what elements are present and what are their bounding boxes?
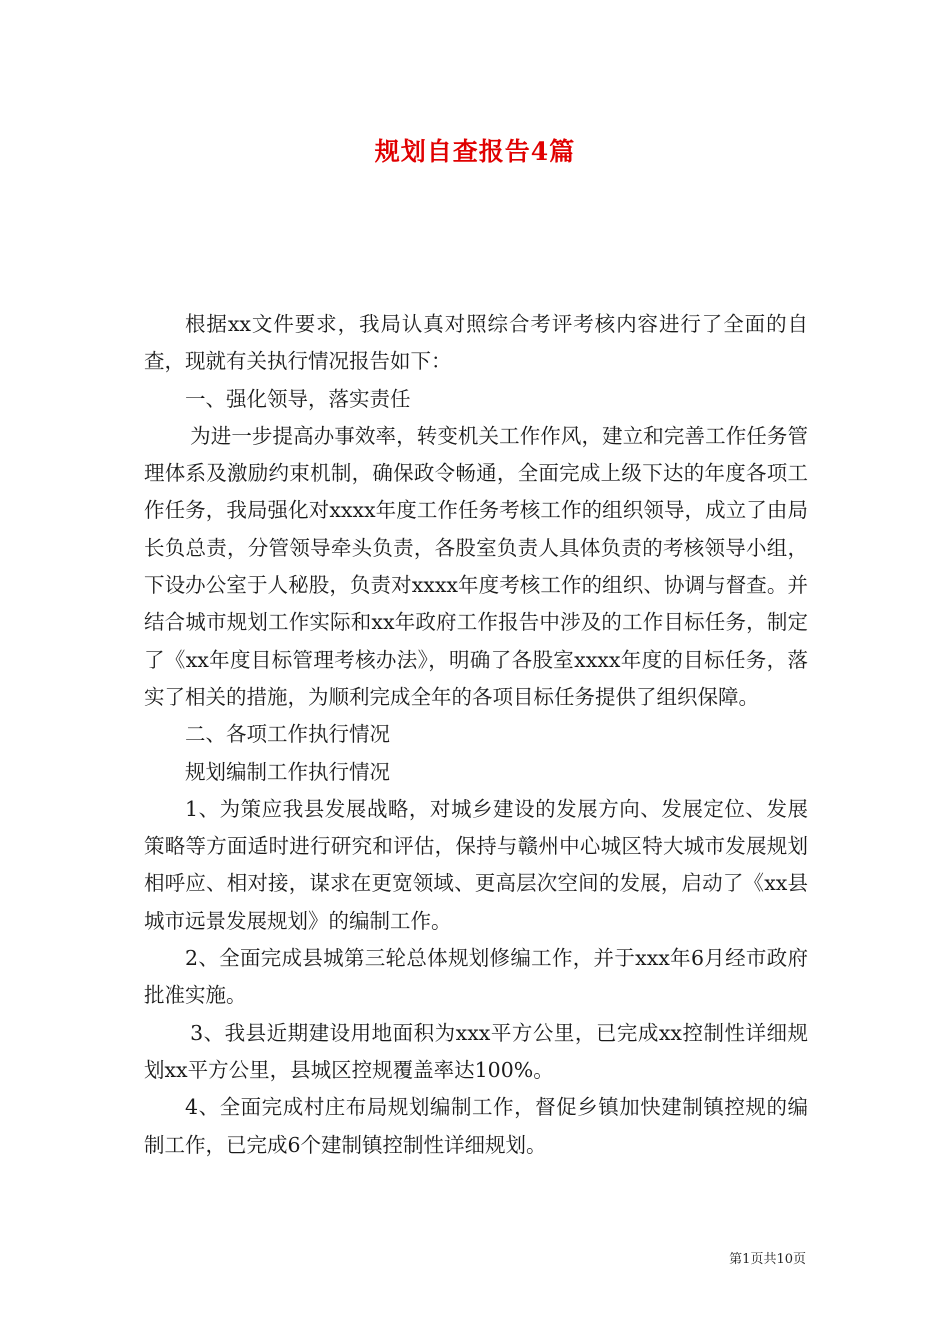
section-heading-1: 一、强化领导，落实责任 (185, 386, 411, 411)
list-item-1: 1、为策应我县发展战略，对城乡建设的发展方向、发展定位、发展策略等方面适时进行研究和评估，保持与赣州中心城区特大城市发展规划相呼应、相对接，谋求在更宽领域、更高层次空间的发展，启动了《xx县城市远景发展规划》的编制工作。 (144, 796, 808, 933)
list-item-4: 4、全面完成村庄布局规划编制工作，督促乡镇加快建制镇控规的编制工作，已完成6个建制镇控制性详细规划。 (144, 1095, 808, 1157)
document-title: 规划自查报告4篇 (374, 137, 576, 166)
list-item-3: 3、我县近期建设用地面积为xxx平方公里，已完成xx控制性详细规划xx平方公里，县城区控规覆盖率达100%。 (144, 1020, 808, 1082)
paragraph-leadership: 为进一步提高办事效率，转变机关工作作风，建立和完善工作任务管理体系及激励约束机制，确保政令畅通，全面完成上级下达的年度各项工作任务，我局强化对xxxx年度工作任务考核工作的组织领导，成立了由局长负总责，分管领导牵头负责，各股室负责人具体负责的考核领导小组，下设办公室于人秘股，负责对xxxx年度考核工作的组织、协调与督查。并结合城市规划工作实际和xx年政府工作报告中涉及的工作目标任务，制定了《xx年度目标管理考核办法》，明确了各股室xxxx年度的目标任务，落实了相关的措施，为顺利完成全年的各项目标任务提供了组织保障。 (144, 423, 808, 709)
document-body (144, 306, 808, 1164)
subsection-heading: 规划编制工作执行情况 (185, 759, 390, 784)
list-item-2: 2、全面完成县城第三轮总体规划修编工作，并于xxx年6月经市政府批准实施。 (144, 946, 808, 1008)
paragraph-intro: 根据xx文件要求，我局认真对照综合考评考核内容进行了全面的自查，现就有关执行情况报告如下： (144, 312, 808, 374)
page-footer: 第1页共10页 (729, 1252, 806, 1267)
section-heading-2: 二、各项工作执行情况 (185, 722, 390, 747)
